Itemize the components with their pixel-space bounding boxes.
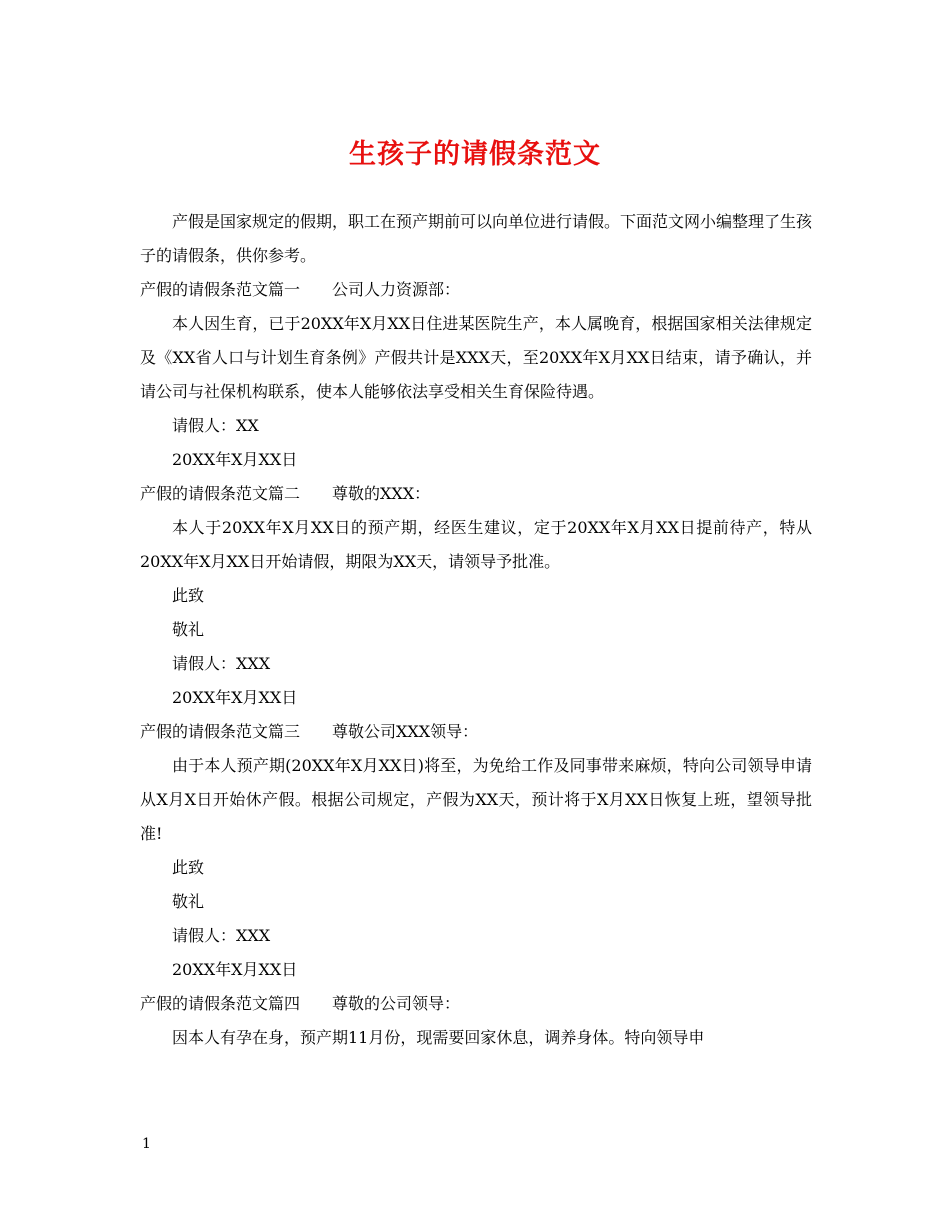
body-paragraph: 此致 — [172, 858, 205, 877]
body-paragraph: 请假人：XX — [172, 416, 259, 435]
body-paragraph: 本人于20XX年X月XX日的预产期，经医生建议，定于20XX年X月XX日提前待产，特从20XX年X月XX日开始请假，期限为XX天，请领导予批准。 — [140, 518, 812, 571]
body-paragraph: 本人因生育，已于20XX年X月XX日住进某医院生产，本人属晚育，根据国家相关法律规定及《XX省人口与计划生育条例》产假共计是XXX天，至20XX年X月XX日结束，请予确认，并请公司与社保机构联系，使本人能够依法享受相关生育保险待遇。 — [140, 314, 812, 401]
body-paragraph: 敬礼 — [172, 892, 205, 911]
body-paragraph: 20XX年X月XX日 — [172, 960, 298, 979]
section-heading: 产假的请假条范文篇一 公司人力资源部： — [140, 280, 461, 299]
body-paragraph: 由于本人预产期(20XX年X月XX日)将至，为免给工作及同事带来麻烦，特向公司领导申请从X月X日开始休产假。根据公司规定，产假为XX天，预计将于X月XX日恢复上班，望领导批准! — [140, 756, 812, 843]
page-number: 1 — [142, 1136, 151, 1152]
body-paragraph: 因本人有孕在身，预产期11月份，现需要回家休息，调养身体。特向领导申 — [172, 1028, 705, 1047]
document-body — [140, 205, 812, 1055]
body-paragraph: 请假人：XXX — [172, 926, 271, 945]
body-paragraph: 请假人：XXX — [172, 654, 271, 673]
section-heading: 产假的请假条范文篇二 尊敬的XXX： — [140, 484, 431, 503]
section-heading: 产假的请假条范文篇三 尊敬公司XXX领导： — [140, 722, 479, 741]
body-paragraph: 此致 — [172, 586, 205, 605]
document-title: 生孩子的请假条范文 — [349, 139, 601, 170]
body-paragraph: 产假是国家规定的假期，职工在预产期前可以向单位进行请假。下面范文网小编整理了生孩子的请假条，供你参考。 — [140, 212, 813, 265]
body-paragraph: 20XX年X月XX日 — [172, 688, 298, 707]
body-paragraph: 20XX年X月XX日 — [172, 450, 298, 469]
section-heading: 产假的请假条范文篇四 尊敬的公司领导： — [140, 994, 461, 1013]
body-paragraph: 敬礼 — [172, 620, 205, 639]
